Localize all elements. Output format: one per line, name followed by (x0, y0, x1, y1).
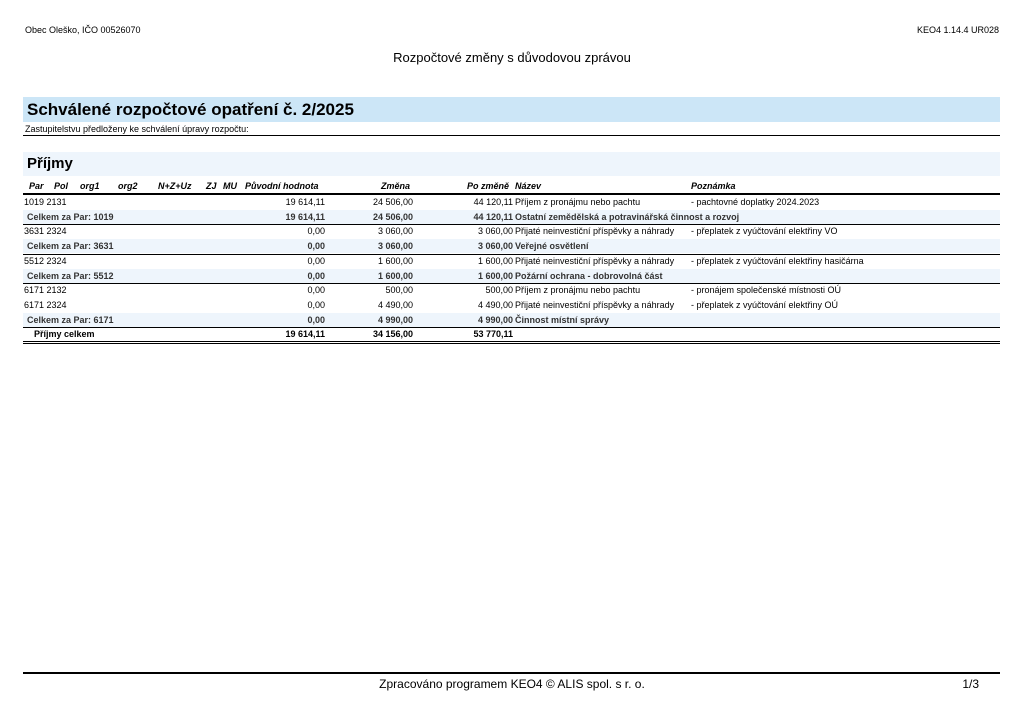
table-row (23, 254, 1000, 268)
original-value: 0,00 (307, 270, 325, 281)
subtotal-label: Celkem za Par: 3631 (27, 241, 114, 252)
total-after: 53 770,11 (473, 329, 513, 340)
item-name: Ostatní zemědělská a potravinářská činnost a rozvoj (515, 211, 740, 222)
change-value: 24 506,00 (372, 197, 413, 207)
col-nzuz: N+Z+Uz (158, 181, 192, 191)
table-row (23, 298, 1000, 312)
measure-title: Schválené rozpočtové opatření č. 2/2025 (27, 100, 354, 119)
change-value: 4 490,00 (377, 299, 413, 310)
item-note: - pronájem společenské místnosti OÚ (691, 285, 842, 296)
col-org1: org1 (80, 181, 100, 191)
item-note: - pachtovné doplatky 2024.2023 (691, 197, 820, 207)
change-value: 3 060,00 (377, 241, 413, 252)
item-name: Činnost místní správy (515, 314, 610, 325)
item-name: Přijaté neinvestiční příspěvky a náhrady (515, 226, 675, 237)
original-value: 0,00 (307, 285, 325, 296)
item-note: - přeplatek z vyúčtování elektřiny hasičárna (691, 255, 864, 266)
original-value: 19 614,11 (285, 197, 325, 207)
original-value: 0,00 (307, 241, 325, 252)
col-change: Změna (381, 181, 411, 191)
table-row (23, 283, 1000, 297)
after-value: 44 120,11 (473, 197, 513, 207)
software-version: KEO4 1.14.4 UR028 (916, 25, 999, 35)
par-pol: 6171 2132 (24, 285, 67, 296)
col-zj: ZJ (206, 181, 217, 191)
item-name: Požární ochrana - dobrovolná část (515, 270, 663, 281)
total-original: 19 614,11 (285, 329, 325, 340)
col-note: Poznámka (691, 181, 736, 191)
par-pol: 6171 2324 (24, 299, 67, 310)
after-value: 1 600,00 (477, 270, 513, 281)
total-bottom-rule (23, 341, 1000, 344)
item-name: Veřejné osvětlení (515, 241, 589, 252)
table-row (23, 224, 1000, 238)
after-value: 500,00 (485, 285, 513, 296)
after-value: 3 060,00 (477, 226, 513, 237)
item-name: Přijaté neinvestiční příspěvky a náhrady (515, 255, 675, 266)
original-value: 0,00 (307, 226, 325, 237)
col-pol: Pol (54, 181, 69, 191)
change-value: 24 506,00 (372, 211, 413, 222)
item-name: Přijaté neinvestiční příspěvky a náhrady (515, 299, 675, 310)
subtotal-label: Celkem za Par: 5512 (27, 270, 114, 281)
document-title: Rozpočtové změny s důvodovou zprávou (393, 50, 631, 65)
total-change: 34 156,00 (372, 329, 413, 340)
total-label: Příjmy celkem (34, 329, 95, 340)
item-name: Příjem z pronájmu nebo pachtu (515, 285, 641, 296)
after-value: 1 600,00 (477, 255, 513, 266)
par-pol: 1019 2131 (24, 197, 67, 207)
change-value: 3 060,00 (377, 226, 413, 237)
col-org2: org2 (118, 181, 138, 191)
original-value: 0,00 (307, 314, 325, 325)
subtotal-row (23, 269, 1000, 283)
section-band (23, 152, 1000, 176)
par-pol: 5512 2324 (24, 255, 67, 266)
measure-subtitle: Zastupitelstvu předloženy ke schválení úpravy rozpočtu: (25, 124, 249, 134)
table-row (23, 195, 1000, 209)
after-value: 4 990,00 (477, 314, 513, 325)
subtotal-row (23, 210, 1000, 224)
item-note: - přeplatek z vyúčtování elektřiny OÚ (691, 299, 839, 310)
par-pol: 3631 2324 (24, 226, 67, 237)
col-par: Par (29, 181, 44, 191)
subtotal-label: Celkem za Par: 6171 (27, 314, 114, 325)
change-value: 1 600,00 (377, 270, 413, 281)
after-value: 3 060,00 (477, 241, 513, 252)
col-after: Po změně (467, 181, 510, 191)
item-name: Příjem z pronájmu nebo pachtu (515, 197, 641, 207)
footer-rule (23, 672, 1000, 674)
grand-total-row (23, 327, 1000, 341)
col-mu: MU (223, 181, 237, 191)
subtotal-row (23, 239, 1000, 253)
change-value: 1 600,00 (377, 255, 413, 266)
change-value: 4 990,00 (377, 314, 413, 325)
after-value: 44 120,11 (473, 211, 513, 222)
subtotal-row (23, 313, 1000, 327)
footer-text: Zpracováno programem KEO4 © ALIS spol. s r. o. (379, 677, 645, 691)
original-value: 0,00 (307, 255, 325, 266)
divider (23, 135, 1000, 136)
page-number: 1/3 (962, 677, 979, 691)
original-value: 19 614,11 (285, 211, 325, 222)
subtotal-label: Celkem za Par: 1019 (27, 211, 114, 222)
col-name: Název (515, 181, 542, 191)
after-value: 4 490,00 (477, 299, 513, 310)
change-value: 500,00 (385, 285, 413, 296)
item-note: - přeplatek z vyúčtování elektřiny VO (691, 226, 838, 237)
section-title: Příjmy (27, 155, 73, 172)
col-original: Původní hodnota (245, 181, 319, 191)
municipality-header: Obec Oleško, IČO 00526070 (25, 25, 141, 35)
original-value: 0,00 (307, 299, 325, 310)
